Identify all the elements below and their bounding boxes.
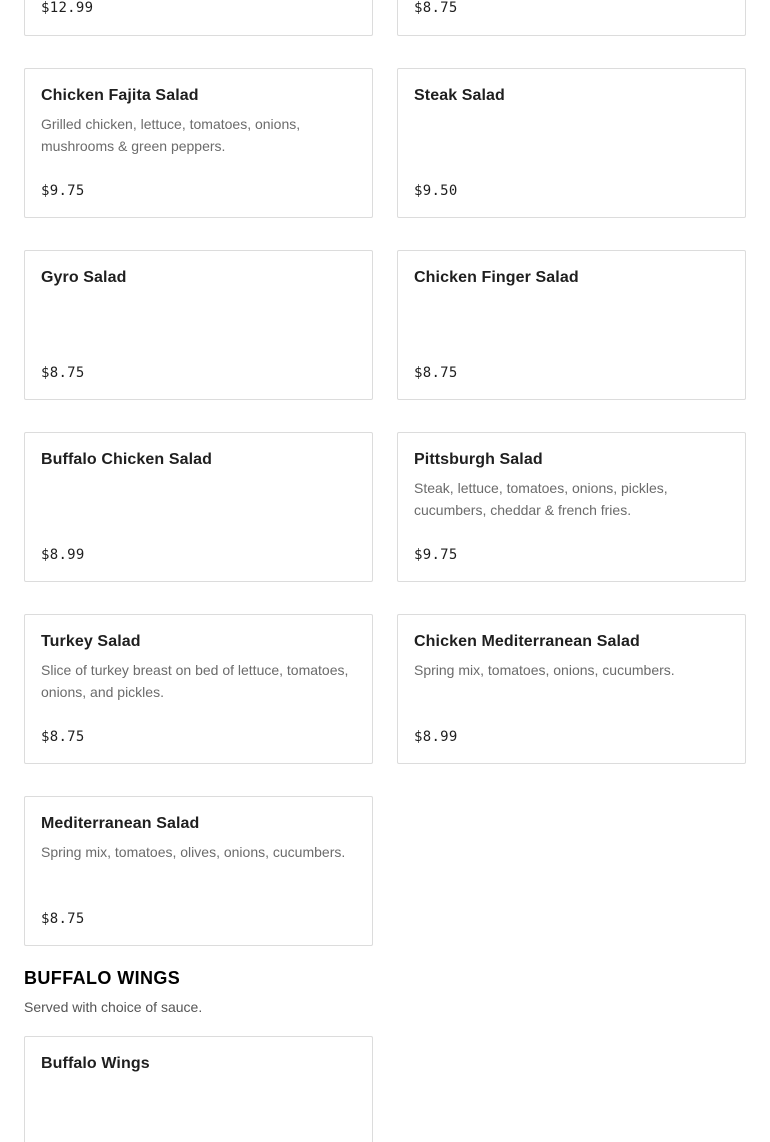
- item-name: Pittsburgh Salad: [414, 451, 543, 468]
- item-price: $9.75: [414, 547, 458, 563]
- menu-item-card-steak-salad[interactable]: [397, 68, 746, 218]
- menu-item-card-buffalo-chicken-salad[interactable]: [24, 432, 373, 582]
- item-price: $8.75: [41, 911, 85, 927]
- item-description: Slice of turkey breast on bed of lettuce, tomatoes, onions, and pickles.: [41, 662, 349, 700]
- menu-item-card-turkey-salad[interactable]: [24, 614, 373, 764]
- item-name: Chicken Finger Salad: [414, 269, 579, 286]
- item-name: Mediterranean Salad: [41, 815, 200, 832]
- menu-item-card-chicken-finger-salad[interactable]: [397, 250, 746, 400]
- item-price: $9.75: [41, 183, 85, 199]
- item-description: Steak, lettuce, tomatoes, onions, pickles, cucumbers, cheddar & french fries.: [414, 480, 668, 518]
- item-description: Spring mix, tomatoes, olives, onions, cucumbers.: [41, 844, 346, 860]
- item-name: Gyro Salad: [41, 269, 127, 286]
- menu-item-card-gyro-salad[interactable]: [24, 250, 373, 400]
- item-price: $8.75: [41, 729, 85, 745]
- item-name: Chicken Fajita Salad: [41, 87, 199, 104]
- item-description: Spring mix, tomatoes, onions, cucumbers.: [414, 662, 675, 678]
- menu-item-card[interactable]: [24, 0, 373, 36]
- item-name: Steak Salad: [414, 87, 505, 104]
- item-price: $8.75: [41, 365, 85, 381]
- item-price: $8.75: [414, 0, 458, 16]
- section-description: Served with choice of sauce.: [24, 999, 203, 1015]
- item-price: $12.99: [41, 0, 94, 16]
- item-price: $8.99: [414, 729, 458, 745]
- item-name: Buffalo Chicken Salad: [41, 451, 213, 468]
- menu-item-card-buffalo-wings[interactable]: [24, 1036, 373, 1142]
- menu-item-card-mediterranean-salad[interactable]: [24, 796, 373, 946]
- item-price: $8.75: [414, 365, 458, 381]
- menu-item-card-chicken-fajita-salad[interactable]: [24, 68, 373, 218]
- item-price: $9.50: [414, 183, 458, 199]
- item-name: Chicken Mediterranean Salad: [414, 633, 640, 650]
- item-name: Buffalo Wings: [41, 1055, 150, 1072]
- section-title: BUFFALO WINGS: [24, 968, 181, 988]
- item-description: Grilled chicken, lettuce, tomatoes, onions, mushrooms & green peppers.: [41, 116, 301, 154]
- menu-item-card[interactable]: [397, 0, 746, 36]
- item-name: Turkey Salad: [41, 633, 141, 650]
- menu-item-card-chicken-mediterranean-salad[interactable]: [397, 614, 746, 764]
- item-price: $8.99: [41, 547, 85, 563]
- menu-item-card-pittsburgh-salad[interactable]: [397, 432, 746, 582]
